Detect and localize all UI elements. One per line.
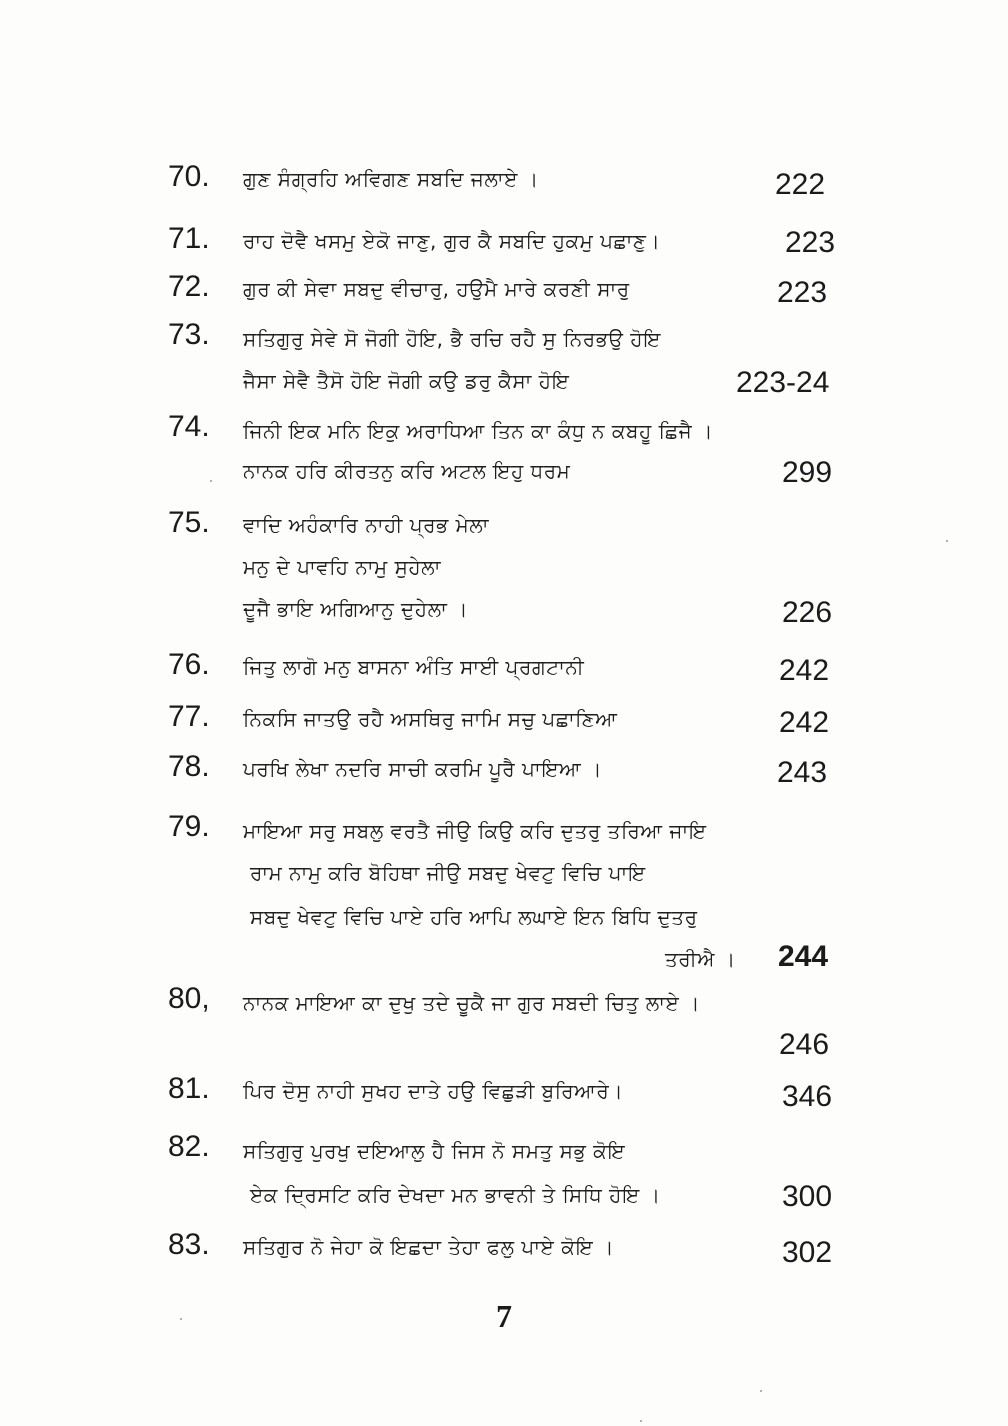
scan-speck xyxy=(640,1420,642,1422)
entry-number: 77. xyxy=(168,700,210,733)
entry-line: ਤਰੀਐ । xyxy=(665,947,736,971)
entry-line: ਮਾਇਆ ਸਰੁ ਸਬਲੁ ਵਰਤੈ ਜੀਉ ਕਿਉ ਕਰਿ ਦੁਤਰੁ ਤਰਿਆ ਜਾਇ xyxy=(243,819,707,843)
entry-number: 81. xyxy=(168,1072,210,1105)
entry-line: ਜਿਤੁ ਲਾਗੋ ਮਨੁ ਬਾਸਨਾ ਅੰਤਿ ਸਾਈ ਪ੍ਰਗਟਾਨੀ xyxy=(243,655,585,679)
entry-page: 302 xyxy=(782,1236,833,1269)
entry-number: 75. xyxy=(168,506,210,539)
entry-line: ਨਿਕਸਿ ਜਾਤਉ ਰਹੈ ਅਸਥਿਰੁ ਜਾਮਿ ਸਚੁ ਪਛਾਣਿਆ xyxy=(243,707,618,731)
entry-page: 246 xyxy=(779,1028,830,1061)
scan-speck xyxy=(180,1318,182,1320)
scan-speck xyxy=(760,1390,762,1392)
entry-page: 244 xyxy=(778,940,829,973)
entry-number: 82. xyxy=(168,1130,210,1163)
entry-line: ਏਕ ਦ੍ਰਿਸਟਿ ਕਰਿ ਦੇਖਦਾ ਮਨ ਭਾਵਨੀ ਤੇ ਸਿਧਿ ਹੋਇ । xyxy=(250,1183,661,1207)
entry-line: ਸਤਿਗੁਰੁ ਸੇਵੇ ਸੋ ਜੋਗੀ ਹੋਇ, ਭੈ ਰਚਿ ਰਹੈ ਸੁ ਨਿਰਭਉ ਹੋਇ xyxy=(243,327,661,351)
entry-line: ਪਿਰ ਦੋਸੁ ਨਾਹੀ ਸੁਖਹ ਦਾਤੇ ਹਉ ਵਿਛੁੜੀ ਬੁਰਿਆਰੇ। xyxy=(243,1079,624,1103)
entry-page: 223 xyxy=(777,276,828,309)
entry-line: ਸਤਿਗੁਰੁ ਪੁਰਖੁ ਦਇਆਲੁ ਹੈ ਜਿਸ ਨੋ ਸਮਤੁ ਸਭੁ ਕੋਇ xyxy=(243,1139,626,1163)
entry-line: ਦੂਜੈ ਭਾਇ ਅਗਿਆਨੁ ਦੁਹੇਲਾ । xyxy=(243,597,469,621)
entry-number: 79. xyxy=(168,810,210,843)
entry-page: 226 xyxy=(782,596,833,629)
entry-page: 242 xyxy=(779,654,830,687)
scan-speck xyxy=(946,540,948,542)
entry-line: ਨਾਨਕ ਹਰਿ ਕੀਰਤਨੁ ਕਰਿ ਅਟਲ ਇਹੁ ਧਰਮ xyxy=(243,459,571,483)
entry-line: ਗੁਣ ਸੰਗ੍ਰਹਿ ਅਵਿਗਣ ਸਬਦਿ ਜਲਾਏ । xyxy=(243,167,539,191)
entry-number: 73. xyxy=(168,318,210,351)
entry-page: 346 xyxy=(782,1080,833,1113)
entry-line: ਸਤਿਗੁਰ ਨੋ ਜੇਹਾ ਕੋ ਇਛਦਾ ਤੇਹਾ ਫਲੁ ਪਾਏ ਕੋਇ । xyxy=(243,1235,615,1259)
entry-line: ਵਾਦਿ ਅਹੰਕਾਰਿ ਨਾਹੀ ਪ੍ਰਭ ਮੇਲਾ xyxy=(243,513,490,537)
entry-page: 300 xyxy=(782,1180,833,1213)
entry-line: ਨਾਨਕ ਮਾਇਆ ਕਾ ਦੁਖੁ ਤਦੇ ਚੂਕੈ ਜਾ ਗੁਰ ਸਬਦੀ ਚਿਤੁ ਲਾਏ । xyxy=(243,991,701,1015)
entry-number: 71. xyxy=(168,222,210,255)
entry-number: 72. xyxy=(168,270,210,303)
entry-line: ਰਾਮ ਨਾਮੁ ਕਰਿ ਬੋਹਿਥਾ ਜੀਉ ਸਬਦੁ ਖੇਵਟੁ ਵਿਚਿ ਪਾਇ xyxy=(250,861,646,885)
entry-number: 78. xyxy=(168,750,210,783)
entry-line: ਜੈਸਾ ਸੇਵੈ ਤੈਸੋ ਹੋਇ ਜੋਗੀ ਕਉ ਡਰੁ ਕੈਸਾ ਹੋਇ xyxy=(243,369,570,393)
entry-number: 76. xyxy=(168,648,210,681)
entry-line: ਸਬਦੁ ਖੇਵਟੁ ਵਿਚਿ ਪਾਏ ਹਰਿ ਆਪਿ ਲਘਾਏ ਇਨ ਬਿਧਿ ਦੁਤਰੁ xyxy=(250,905,698,929)
entry-line: ਪਰਖਿ ਲੇਖਾ ਨਦਰਿ ਸਾਚੀ ਕਰਮਿ ਪੂਰੈ ਪਾਇਆ । xyxy=(243,757,603,781)
entry-number: 80, xyxy=(168,982,210,1015)
entry-page: 242 xyxy=(779,706,830,739)
entry-number: 83. xyxy=(168,1228,210,1261)
page-number: 7 xyxy=(496,1298,512,1334)
entry-line: ਮਨੁ ਦੇ ਪਾਵਹਿ ਨਾਮੁ ਸੁਹੇਲਾ xyxy=(243,555,441,579)
entry-page: 223 xyxy=(785,226,836,259)
entry-page: 222 xyxy=(775,168,826,201)
entry-page: 223-24 xyxy=(736,366,830,399)
entry-line: ਗੁਰ ਕੀ ਸੇਵਾ ਸਬਦੁ ਵੀਚਾਰੁ, ਹਉਮੈ ਮਾਰੇ ਕਰਣੀ ਸਾਰੁ xyxy=(243,277,630,301)
scan-speck xyxy=(210,480,212,482)
entry-number: 74. xyxy=(168,410,210,443)
entry-line: ਜਿਨੀ ਇਕ ਮਨਿ ਇਕੁ ਅਰਾਧਿਆ ਤਿਨ ਕਾ ਕੰਧੁ ਨ ਕਬਹੂ ਛਿਜੈ । xyxy=(243,419,714,443)
entry-line: ਰਾਹ ਦੋਵੈ ਖਸਮੁ ਏਕੋ ਜਾਣੁ, ਗੁਰ ਕੈ ਸਬਦਿ ਹੁਕਮੁ ਪਛਾਣੁ। xyxy=(243,229,661,253)
entry-page: 299 xyxy=(782,456,833,489)
entry-number: 70. xyxy=(168,160,210,193)
entry-page: 243 xyxy=(777,756,828,789)
